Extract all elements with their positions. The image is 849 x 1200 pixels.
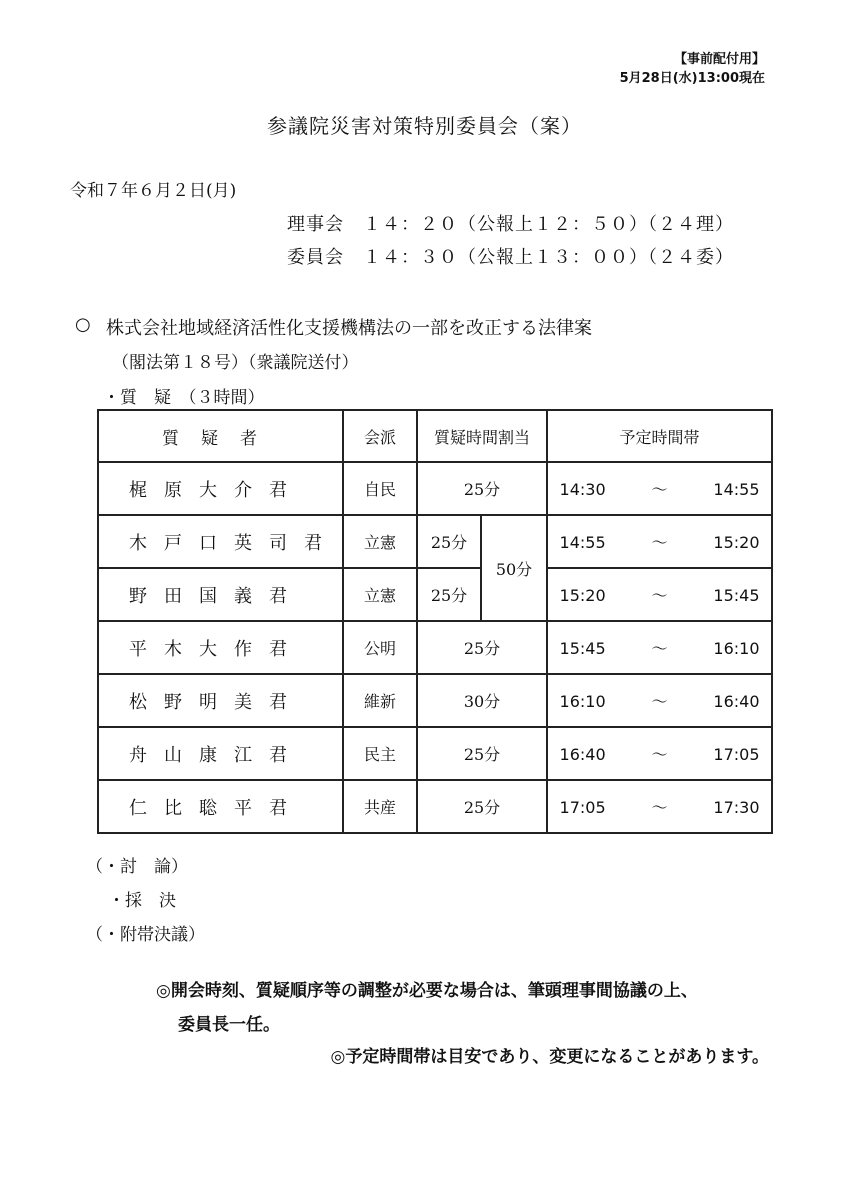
- schedule-table: [97, 409, 773, 834]
- time-slot: [547, 515, 772, 568]
- start-time: 16:10: [559, 692, 606, 711]
- time-slot: [547, 621, 772, 674]
- bill-name: 株式会社地域経済活性化支援機構法の一部を改正する法律案: [106, 318, 592, 339]
- faction-cell: 維新: [343, 674, 417, 727]
- note-adjustment-line1: ◎開会時刻、質疑順序等の調整が必要な場合は、筆頭理事間協議の上、: [156, 981, 698, 1001]
- time-separator: ～: [651, 533, 668, 552]
- table-row: [98, 780, 772, 833]
- end-time: 16:40: [713, 692, 760, 711]
- header-faction: 会派: [343, 410, 417, 462]
- procedure-vote: ・採 決: [108, 891, 176, 911]
- time-slot: [547, 462, 772, 515]
- questioner-name: 仁比聡平君: [98, 780, 343, 833]
- committee-meeting-time: 委員会 １４：３０（公報上１３：００）（２４委）: [287, 247, 734, 268]
- time-separator: ～: [651, 745, 668, 764]
- questioner-name: 松野明美君: [98, 674, 343, 727]
- start-time: 14:55: [559, 533, 606, 552]
- faction-cell: 自民: [343, 462, 417, 515]
- allocation-cell: 25分: [417, 727, 547, 780]
- meeting-date: 令和７年６月２日(月): [70, 181, 237, 201]
- allocation-cell: 25分: [417, 568, 481, 621]
- end-time: 17:30: [713, 798, 760, 817]
- time-slot: [547, 568, 772, 621]
- bill-marker: ○: [75, 314, 91, 335]
- faction-cell: 立憲: [343, 515, 417, 568]
- start-time: 14:30: [559, 480, 606, 499]
- as-of-timestamp: 5月28日(水)13:00現在: [619, 71, 765, 86]
- end-time: 15:20: [713, 533, 760, 552]
- allocation-cell: 25分: [417, 621, 547, 674]
- procedure-debate: （・討 論）: [86, 857, 188, 877]
- header-schedule: 予定時間帯: [547, 410, 772, 462]
- questioner-name: 平木大作君: [98, 621, 343, 674]
- table-header-row: [98, 410, 772, 462]
- start-time: 17:05: [559, 798, 606, 817]
- start-time: 15:45: [559, 639, 606, 658]
- start-time: 15:20: [559, 586, 606, 605]
- table-row: [98, 674, 772, 727]
- procedure-supplementary-resolution: （・附帯決議）: [86, 925, 205, 945]
- note-adjustment-line2: 委員長一任。: [178, 1015, 280, 1035]
- end-time: 15:45: [713, 586, 760, 605]
- questioner-name: 舟山康江君: [98, 727, 343, 780]
- time-separator: ～: [651, 798, 668, 817]
- time-separator: ～: [651, 639, 668, 658]
- time-separator: ～: [651, 692, 668, 711]
- start-time: 16:40: [559, 745, 606, 764]
- table-row: [98, 462, 772, 515]
- allocation-cell: 25分: [417, 462, 547, 515]
- table-row: [98, 515, 772, 568]
- faction-cell: 共産: [343, 780, 417, 833]
- faction-cell: 公明: [343, 621, 417, 674]
- time-slot: [547, 674, 772, 727]
- allocation-cell: 30分: [417, 674, 547, 727]
- time-separator: ～: [651, 480, 668, 499]
- note-schedule-guideline: ◎予定時間帯は目安であり、変更になることがあります。: [330, 1047, 769, 1067]
- table-row: [98, 727, 772, 780]
- questioner-name: 木戸口英司君: [98, 515, 343, 568]
- table-row: [98, 621, 772, 674]
- riji-meeting-time: 理事会 １４：２０（公報上１２：５０）（２４理）: [287, 214, 734, 235]
- table-row: [98, 568, 772, 621]
- allocation-cell: 25分: [417, 515, 481, 568]
- time-slot: [547, 727, 772, 780]
- questioning-label: ・質 疑 （３時間）: [103, 388, 265, 408]
- end-time: 16:10: [713, 639, 760, 658]
- questioner-name: 梶原大介君: [98, 462, 343, 515]
- end-time: 14:55: [713, 480, 760, 499]
- faction-cell: 立憲: [343, 568, 417, 621]
- time-separator: ～: [651, 586, 668, 605]
- time-slot: [547, 780, 772, 833]
- header-questioner: 質疑者: [98, 410, 343, 462]
- questioner-name: 野田国義君: [98, 568, 343, 621]
- end-time: 17:05: [713, 745, 760, 764]
- allocation-cell: 25分: [417, 780, 547, 833]
- distribution-tag: 【事前配付用】: [673, 52, 765, 67]
- header-allocation: 質疑時間割当: [417, 410, 547, 462]
- bill-reference: （閣法第１８号）（衆議院送付）: [112, 353, 359, 373]
- combined-allocation-cell: 50分: [481, 515, 547, 621]
- faction-cell: 民主: [343, 727, 417, 780]
- document-title: 参議院災害対策特別委員会（案）: [267, 114, 582, 138]
